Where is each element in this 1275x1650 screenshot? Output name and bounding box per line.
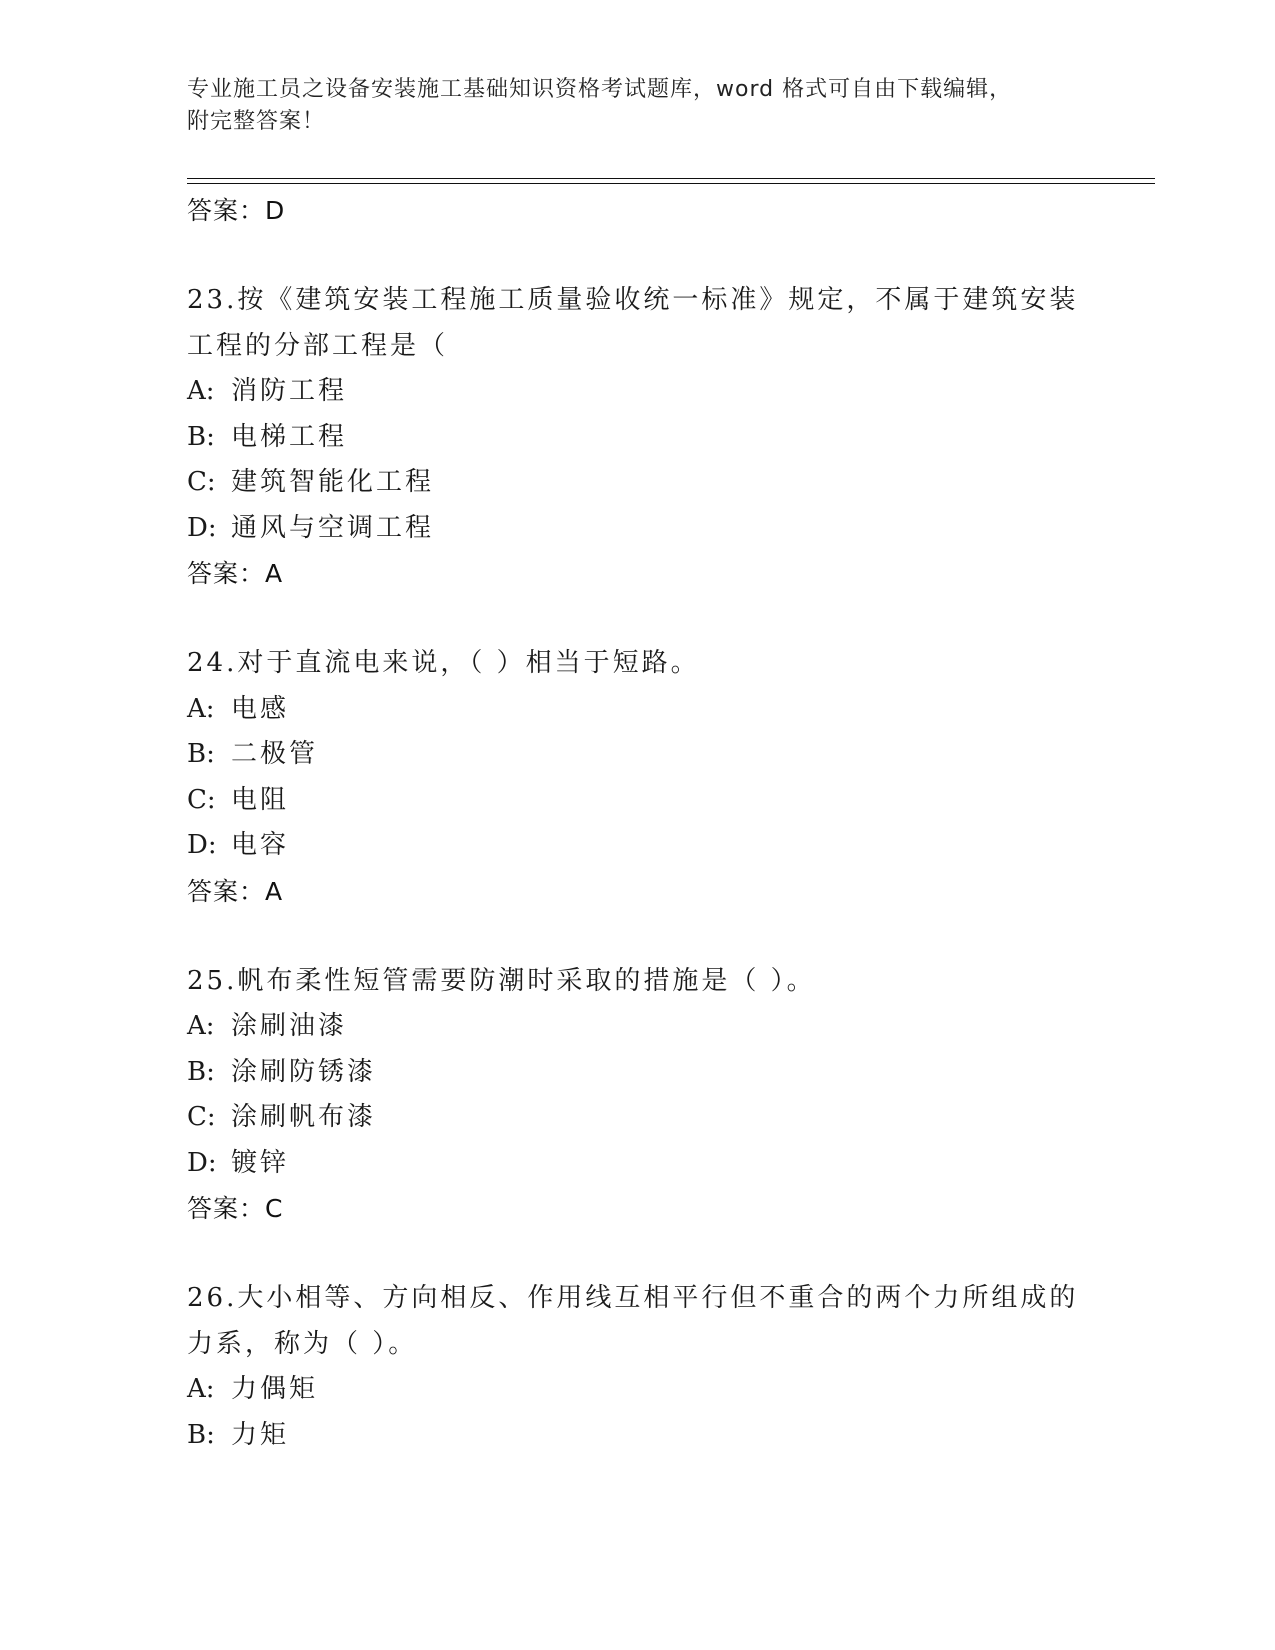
- option-a: [187, 687, 1087, 733]
- option-text: 电感: [231, 693, 290, 724]
- option-c: [187, 460, 1087, 506]
- answer-label: 答案：A: [187, 559, 284, 588]
- option-text: 力偶矩: [231, 1374, 319, 1404]
- question-text: 26.大小相等、方向相反、作用线互相平行但不重合的两个力所组成的: [187, 1283, 1079, 1313]
- question-block: [187, 959, 1087, 1233]
- option-d: [187, 506, 1087, 552]
- option-letter: C:: [187, 784, 216, 815]
- option-text: 涂刷油漆: [231, 1011, 348, 1041]
- answer-label: 答案：C: [187, 1194, 284, 1223]
- document-header: [187, 74, 1087, 138]
- option-letter: A:: [187, 693, 215, 724]
- option-letter: A:: [187, 1011, 215, 1041]
- option-text: 二极管: [231, 739, 319, 769]
- option-c: [187, 778, 1087, 824]
- option-d: [187, 823, 1087, 869]
- question-block: [187, 641, 1087, 915]
- option-a: [187, 369, 1087, 415]
- header-line-2: 附完整答案！: [187, 109, 326, 134]
- option-letter: B:: [187, 1056, 215, 1087]
- option-letter: A:: [187, 376, 215, 406]
- option-c: [187, 1095, 1087, 1141]
- option-text: 电阻: [231, 784, 290, 815]
- question-block: [187, 1276, 1087, 1458]
- spacer: [187, 597, 1087, 641]
- option-letter: B:: [187, 739, 215, 769]
- question-text: 23.按《建筑安装工程施工质量验收统一标准》规定，不属于建筑安装: [187, 285, 1079, 315]
- option-letter: D:: [187, 830, 217, 860]
- option-b: [187, 1050, 1087, 1096]
- option-letter: C:: [187, 1102, 216, 1132]
- option-letter: B:: [187, 421, 215, 452]
- option-text: 电梯工程: [231, 421, 348, 452]
- header-line-1: 专业施工员之设备安装施工基础知识资格考试题库，word 格式可自由下载编辑，: [187, 77, 1013, 102]
- option-letter: D:: [187, 1147, 217, 1178]
- option-text: 镀锌: [231, 1147, 290, 1178]
- question-block: [187, 278, 1087, 597]
- spacer: [187, 234, 1087, 278]
- option-b: [187, 415, 1087, 461]
- question-text: 25.帆布柔性短管需要防潮时采取的措施是（ ）。: [187, 965, 816, 996]
- question-text: 24.对于直流电来说，（ ）相当于短路。: [187, 648, 700, 678]
- question-text: 工程的分部工程是（: [187, 330, 449, 361]
- header-rule-bottom: [187, 183, 1155, 184]
- option-text: 涂刷防锈漆: [231, 1056, 377, 1087]
- option-text: 电容: [231, 830, 290, 860]
- option-text: 涂刷帆布漆: [231, 1102, 377, 1132]
- option-letter: A:: [187, 1374, 215, 1404]
- option-text: 建筑智能化工程: [231, 467, 435, 497]
- option-a: [187, 1004, 1087, 1050]
- option-letter: D:: [187, 512, 217, 543]
- option-letter: C:: [187, 467, 216, 497]
- option-text: 力矩: [231, 1419, 290, 1450]
- option-text: 通风与空调工程: [231, 512, 435, 543]
- option-b: [187, 732, 1087, 778]
- option-text: 消防工程: [231, 376, 348, 406]
- question-text: 力系，称为（ ）。: [187, 1328, 418, 1359]
- option-d: [187, 1141, 1087, 1187]
- spacer: [187, 1232, 1087, 1276]
- spacer: [187, 915, 1087, 959]
- answer-label: 答案：A: [187, 876, 284, 906]
- previous-answer: 答案：D: [187, 196, 286, 225]
- option-letter: B:: [187, 1419, 215, 1450]
- option-a: [187, 1367, 1087, 1413]
- header-rule-top: [187, 178, 1155, 179]
- option-b: [187, 1413, 1087, 1459]
- question-list: [187, 188, 1087, 1458]
